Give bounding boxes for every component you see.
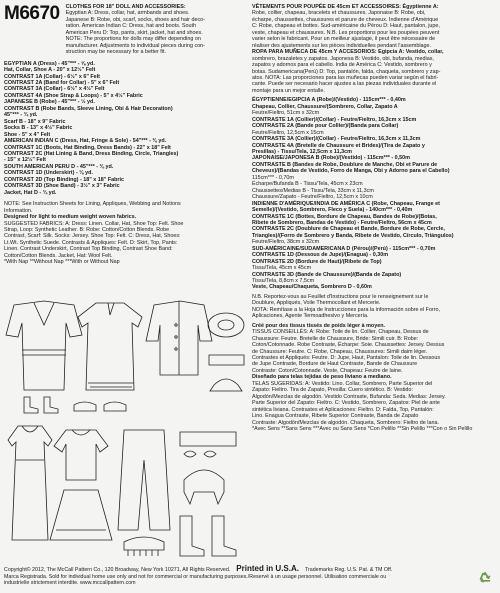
text-line: Information. — [4, 207, 33, 214]
text-line: Tissu/Tela, 45cm x 45cm — [252, 265, 312, 272]
text-line: CONTRASTE 2A (Bande pour Collier)/(Banda para Collar) — [252, 123, 399, 130]
text-line: CONTRASTE 4A (Bretelle de Chaussure et Brides)/(Tira de Zapato y — [252, 142, 425, 149]
text-line: TELAS SUGERIDAS: A: Vestido: Lino. Collar, Sombrero, Parte Superior del — [252, 380, 433, 387]
text-line: varier selon le fabricant. Pour un meilleur ajustage, il peut être nécessaire de — [252, 36, 436, 43]
text-line: botas. Sudamericana(Perú) D: Top, pantalón, falda, chaqueta, sombrero y zap- — [252, 68, 441, 75]
text-line: ROPA PARA MUÑECA DE 45cm Y ACCESORIOS: Egipcia A: Vestido, collar, — [252, 49, 444, 56]
text-line: Doublure, Appliqués, Voile Thermocollant et Mercerie. — [252, 300, 381, 307]
text-line: CONTRASTE 3A (Collier)/(Collar) - Feutre/Fieltro, 16,3cm x 11,3cm — [252, 136, 421, 143]
translations-block — [252, 4, 496, 432]
collar-drawing — [208, 313, 244, 337]
top-drawing — [54, 430, 108, 480]
text-line: CONTRAST 1A (Collar) - 6½" x 6" Felt — [4, 73, 100, 80]
recycle-icon — [476, 570, 494, 588]
text-line: Semelle)/(Vestido, Sombrero, Fleco y Suela) - 140cm*** - 0,40m — [252, 207, 413, 214]
text-line: Zapato: Fieltro. Tira de Zapato, Presilla: Cuero sintético. B: Vestido: — [252, 387, 413, 394]
text-line: montaje para un mejor entalle. — [252, 87, 325, 94]
text-line: veste, chapeau et chaussures. N.B. Les proportions pour les poupées peuvent — [252, 29, 440, 36]
text-line: JAPONAISE/JAPONESA B (Robe)/(Vestido) - 115cm*** - 0,50m — [252, 155, 410, 162]
text-line: Scarf B - 18" x 9" Fabric — [4, 118, 66, 125]
text-line: Triangles)/(Forro de Sombrero y Banda, Ribete de Vestido, Círculo, Triángulos) — [252, 232, 454, 239]
text-line: Feutre/Fieltro, 12,5cm x 15cm — [252, 129, 324, 136]
text-line: CONTRAST 3A (Collar) - 6½" x 4½" Felt — [4, 86, 105, 93]
text-line: 115cm*** - 0,70m — [252, 174, 294, 181]
text-line: Jacket, Hat D - ¾ yd. — [4, 189, 57, 196]
text-line: Socks B - 13" x 4½" Fabric — [4, 125, 73, 132]
obi-drawing — [180, 432, 236, 446]
text-line: CONTRAST 1D (Underskirt) - ⅛ yd. — [4, 170, 93, 177]
english-column — [4, 4, 248, 266]
text-line: Algodón/Mezclas de algodón. Vestido Contraste, Bufanda: Seda. Medias: Jersey. — [252, 393, 446, 400]
notes-and-fabrics — [4, 201, 248, 266]
text-line: écharpe, chaussettes, chaussures et parure de cheveux. Indienne d'Amérique — [252, 16, 439, 23]
text-line: Lt.Wt. Synthetic Suede. Contrasts & Appliques: Felt. D: Skirt, Top, Pants: — [4, 239, 178, 246]
text-line: SOUTH AMERICAN PERU D - 45"*** - ⅜ yd. — [4, 163, 114, 170]
text-line: Cotton/Cotton Blends. Jacket, Hat: Wool Felt. — [4, 252, 113, 259]
text-line: Hat, Collar, Shoe A - 20" x 12½" Felt — [4, 67, 96, 74]
text-line: de Chaussure: Feutre. C: Robe, Chapeau, Chaussures: Simili daim léger. — [252, 348, 428, 355]
text-line: sombrero, brazaletes y zapatos. Japonesa B: Vestido, obi, bufanda, medias, — [252, 55, 434, 62]
text-line: Shoe - 5" x 4" Felt — [4, 131, 51, 138]
text-line: cante. Puede ser necesario hacer ajustes a las piezas individuales durante el — [252, 81, 437, 88]
text-line: Ribete de Sombrero, Bandas de Vestido) - Feutre/Fieltro, 56cm x 45cm — [252, 219, 432, 226]
text-line: CONTRAST B (Robe Bands, Sleeve Lining, Obi & Hair Decoration) — [4, 105, 173, 112]
text-line: - 15" x 12½" Felt — [4, 157, 46, 164]
text-line: SUGGESTED FABRICS: A: Dress: Linen. Collar, Hat, Shoe Top: Felt. Shoe — [4, 220, 184, 227]
text-line: CONTRASTE 2C (Doublure de Chapeau et Bande, Bordure de Robe, Cercle, — [252, 226, 445, 233]
text-line: VÊTEMENTS POUR POUPÉE DE 45cm ET ACCESSOIRES: Égyptienne A: — [252, 4, 439, 10]
text-line: Feutre/Fieltro, 51cm x 32cm — [252, 110, 320, 117]
pattern-number: M6670 — [4, 3, 60, 24]
text-line: CONTRAST 2D (Top Binding) - 18" x 18" Fabric — [4, 176, 125, 183]
text-line: NOTA: Remítase a la Hoja de Instrucciones para la información sobre el Forro, — [252, 306, 441, 313]
shoes-drawing — [74, 402, 126, 411]
text-line: Lino. Enagua Contraste, Ribete Superior Contraste, Banda de Zapato — [252, 413, 419, 420]
text-line: CONTRASTE 1A (Collier)/(Collar) - Feutre/Fieltro, 16,3cm x 15cm — [252, 116, 417, 123]
text-line: Feutre/Fieltro, 38cm x 32cm — [252, 239, 320, 246]
text-line: Strap, Loop: Synthetic Leather. B: Robe: Cotton/Cotton Blends. Robe — [4, 226, 170, 233]
text-line: CONTRAST 2A (Band for Collar) - 5" x 6" Felt — [4, 79, 120, 86]
text-line: Cheveux)/(Bandas de Vestido, Forro de Manga, Obi y Adorno para el Cabello) — [252, 168, 450, 175]
text-line: réaliser des ajustements sur les pièces individuelles pendant l'assemblage. — [252, 42, 432, 49]
scarf-drawing — [209, 355, 244, 365]
garment-drawings-bottom — [4, 420, 248, 568]
text-line: C: Robe, chapeau et bottes. Sud-américaine du Pérou D: Haut, pantalon, jupe, — [252, 23, 440, 30]
text-line: N.B. Reportez-vous au Feuillet d'Instructions pour le renseignement sur le — [252, 293, 429, 300]
copyright-text: Copyright© 2012, The McCall Pattern Co., 120 Broadway, New York 10271, All Rights Reserved. — [4, 567, 231, 573]
text-line: CONTRAST 3D (Shoe Band) - 3½" x 3" Fabric — [4, 183, 120, 190]
egyptian-dress-drawing — [8, 426, 52, 540]
text-line: Aplicaciones, Agente Termoadhesivo y Mercería. — [252, 313, 369, 320]
text-line: CONTRAST 2C (Hat Lining & Band, Dress Binding, Circle, Triangles) — [4, 150, 179, 157]
text-line: JAPANESE B (Robe) - 45"*** - ½ yd. — [4, 99, 95, 106]
text-line: Chaussure/Zapato - Feutre/Fieltro, 12,5cm x 10cm — [252, 194, 373, 201]
text-line: CONTRAST 1C (Boots, Hat Binding, Dress Bands) - 22" x 18" Felt — [4, 144, 171, 151]
printed-in: Printed in U.S.A. — [236, 564, 299, 573]
text-line: ration. American Indian C: Dress, hat and boots. South — [65, 23, 196, 30]
text-line: Coton/Cotonnade. Robe Contraste, Écharpe: Soie. Chaussettes: Jersey. Dessus — [252, 342, 445, 349]
text-line: Egyptian A: Dress, collar, hat, armbands and shoes. — [65, 10, 190, 17]
text-line: Veste, Chapeau/Chaqueta, Sombrero D - 0,60m — [252, 284, 372, 291]
text-line: Chaussure: Feutre. Bretelle de Chaussure, Bride: Simili cuir. B: Robe: — [252, 335, 419, 342]
text-line: NOTE: See Instruction Sheets for Lining, Appliques, Webbing and Notions — [4, 201, 181, 208]
text-line: CONTRASTE 3D (Bande de Chaussure)/(Banda de Zapato) — [252, 271, 402, 278]
text-line: CONTRASTE 1D (Dessous de Jupe)/(Enagua) - 0,30m — [252, 252, 388, 259]
garment-drawings-top — [4, 295, 248, 415]
usage-notice: Marca Registrada. Sold for individual home use only and not for commercial or manufacturing purposes./Reservé à un usage personnel. Utilisation commerciale ou — [4, 573, 387, 580]
socks-drawing — [24, 397, 58, 413]
text-line: struction may be necessary for a better fit. — [65, 49, 166, 56]
text-line: CONTRASTE B (Bandes de Robe, Doublure de Manche, Obi et Parure de — [252, 161, 438, 168]
text-line: TISSUS CONSEILLÉS: A: Robe: Toile de lin. Collier, Chapeau, Dessus de — [252, 329, 429, 336]
intro-description — [66, 10, 248, 55]
robe-drawing — [6, 301, 82, 390]
text-line: manufacturer. Adjustments to individual pieces during con- — [65, 42, 205, 49]
text-line: AMERICAN INDIAN C (Dress, Hat, Fringe & Sole) - 54"*** - ⅜ yd. — [4, 138, 167, 145]
text-line: Chaussettes/Medias B - Tissu/Tela, 33cm x 11,3cm — [252, 187, 374, 194]
dress-drawing — [78, 303, 142, 390]
boots-drawing — [180, 516, 236, 556]
text-line: CONTRASTE 2D (Bordure de Haut)/(Ribete de Top) — [252, 258, 382, 265]
text-line: Diseñado para telas tejidas de peso liviano a mediano. — [252, 374, 392, 381]
text-line: zapatos y adornos para el cabello. India de América C: Vestido, sombrero y — [252, 62, 432, 69]
usage-notice-cont: industrielle strictement interdite. www.mccallpattern.com — [4, 580, 136, 586]
text-line: *Avec Sens **Sans Sens ***Avec ou Sans Sens *Con Pelillo **Sin Pelillo ***Con o Sin Pelillo — [252, 426, 473, 432]
text-line: Linen. Contrast Underskirt, Contrast Top Binding, Contrast Shoe Band: — [4, 246, 173, 253]
text-line: *With Nap **Without Nap ***With or Without Nap — [4, 259, 120, 266]
copyright-footer — [4, 566, 496, 587]
text-line: de Jupe Contraste, Bordure de Haut Contraste, Bande de Chaussure — [252, 361, 418, 368]
hat-drawing — [210, 379, 242, 391]
text-line: Presillas) - Tissu/Tela, 12,5cm x 11,3cm — [252, 148, 352, 155]
yardage-list — [4, 61, 248, 197]
french-spanish-column — [252, 4, 496, 432]
text-line: CONTRASTE 1C (Bottes, Bordure de Chapeau, Bandes de Robe)/(Botas, — [252, 213, 437, 220]
text-line: Japanese B: Robe, obi, scarf, socks, shoes and hair deco- — [65, 16, 205, 23]
text-line: CONTRAST 4A (Shoe Strap & Loops) - 5" x 4½" Fabric — [4, 92, 143, 99]
intro-title: CLOTHES FOR 18" DOLL AND ACCESSORIES: — [65, 4, 186, 10]
text-line: American Peru D: Top, pants, skirt, jacket, hat and shoes. — [65, 29, 203, 36]
skirt-drawing — [50, 490, 112, 540]
pants-drawing — [118, 430, 170, 530]
text-line: Chapeau, Collier, Chaussure/(Sombrero, Collar, Zapato A — [252, 103, 398, 110]
header — [4, 4, 248, 56]
text-line: sintética liviana. Contrastes et Aplicaciones: Fieltro. D: Falda, Top, Pantalón: — [252, 406, 434, 413]
text-line: Contrastes et Appliqués: Feutre. D: Jupe, Haut, Pantalon: Toile de lin. Dessous — [252, 355, 441, 362]
text-line: INDIENNE D'AMÉRIQUE/INDIA DE AMÉRICA C (Robe, Chapeau, Frange et — [252, 200, 440, 207]
indian-hat-drawing — [124, 537, 164, 550]
text-line: NOTE: The proportions for dolls may differ depending on — [65, 36, 201, 43]
text-line: 45"*** - ¾ yd. — [4, 112, 38, 119]
text-line: atos. NOTA: Las proporciones para las muñecas pueden variar según el fabri- — [252, 74, 439, 81]
text-line: SUD-AMÉRICAINE/SUDAMERICANA D (Pérou)/(Perú) - 115cm*** - 0,70m — [252, 245, 436, 252]
earflap-hat-drawing — [184, 470, 224, 504]
text-line: Contraste: Coton/Cotonnade. Veste, Chapeau: Feutre de laine. — [252, 367, 403, 374]
trademark-text: Trademarks Reg. U.S. Pat. & TM Off. — [304, 567, 393, 573]
text-line: Contraste: Algodón/Mezclas de algodón. Chaqueta, Sombrero: Fieltro de lana. — [252, 419, 439, 426]
intro-block — [66, 4, 248, 56]
text-line: Contrast, Scarf: Silk. Socks: Jersey. Shoe Top: Felt. C: Dress, Hat, Shoes: — [4, 233, 181, 240]
text-line: ÉGYPTIENNE/EGIPCIA A (Robe)/(Vestido) - 115cm*** - 0,40m — [252, 97, 406, 104]
text-line: Designed for light to medium weight woven fabrics. — [4, 214, 137, 221]
text-line: Écharpe/Bufanda B - Tissu/Tela, 45cm x 23cm — [252, 181, 363, 188]
text-line: Créé pour des tissus tissés de poids léger à moyen. — [252, 322, 386, 329]
text-line: Parte Superior del Zapato: Fieltro. C: Vestido, Sombrero, Zapatos: Piel de ante — [252, 400, 440, 407]
text-line: EGYPTIAN A (Dress) - 45"*** - ⅝ yd. — [4, 60, 95, 67]
text-line: Robe, collier, chapeau, bracelets et chaussures. Japonaise B: Robe, obi, — [252, 10, 426, 17]
text-line: Tissu/Tela, 8,8cm x 7,5cm — [252, 278, 315, 285]
